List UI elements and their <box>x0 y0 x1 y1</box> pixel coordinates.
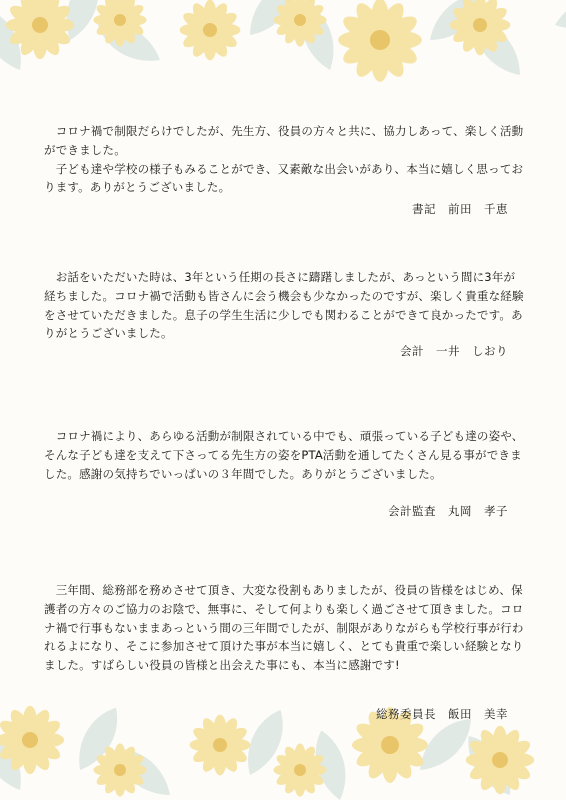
message-block-1 <box>44 122 524 197</box>
message-paragraph: 三年間、総務部を務めさせて頂き、大変な役割もありましたが、役員の皆様をはじめ、保護者の方々のご協力のお陰で、無事に、そして何よりも楽しく過ごさせて頂きました。コロナ禍で行事もないままあっという間の三年間でしたが、制限がありながらも学校行事が行われるよになり、そこに参加させて頂けた事が本当に嬉しく、とても貴重で楽しい経験となりました。すばらしい役員の皆様と出会えた事にも、本当に感謝です! <box>44 583 524 673</box>
message-block-4 <box>44 581 524 675</box>
message-paragraph: コロナ禍で制限だらけでしたが、先生方、役員の方々と共に、協力しあって、楽しく活動ができました。 <box>44 124 524 157</box>
message-block-2 <box>44 268 524 343</box>
signature-2: 会計 一井 しおり <box>400 344 508 358</box>
signature-3: 会計監査 丸岡 孝子 <box>388 504 508 518</box>
signature-1: 書記 前田 千恵 <box>412 202 508 216</box>
message-paragraph: コロナ禍により、あらゆる活動が制限されている中でも、頑張っている子ども達の姿や、そんな子ども達を支えて下さってる先生方の姿をPTA活動を通してたくさん見る事ができました。感謝の気持ちでいっぱいの３年間でした。ありがとうございました。 <box>44 429 524 481</box>
message-paragraph: 子ども達や学校の様子もみることができ、又素敵な出会いがあり、本当に嬉しく思っております。ありがとうございました。 <box>44 161 524 195</box>
message-block-3 <box>44 427 524 483</box>
message-paragraph: お話をいただいた時は、3年という任期の長さに躊躇しましたが、あっという間に3年が経ちました。コロナ禍で活動も皆さんに会う機会も少なかったのですが、楽しく貴重な経験をさせていただきました。息子の学生生活に少しでも関わることができて良かったです。ありがとうございました。 <box>44 270 524 341</box>
signature-4: 総務委員長 飯田 美幸 <box>376 707 508 721</box>
